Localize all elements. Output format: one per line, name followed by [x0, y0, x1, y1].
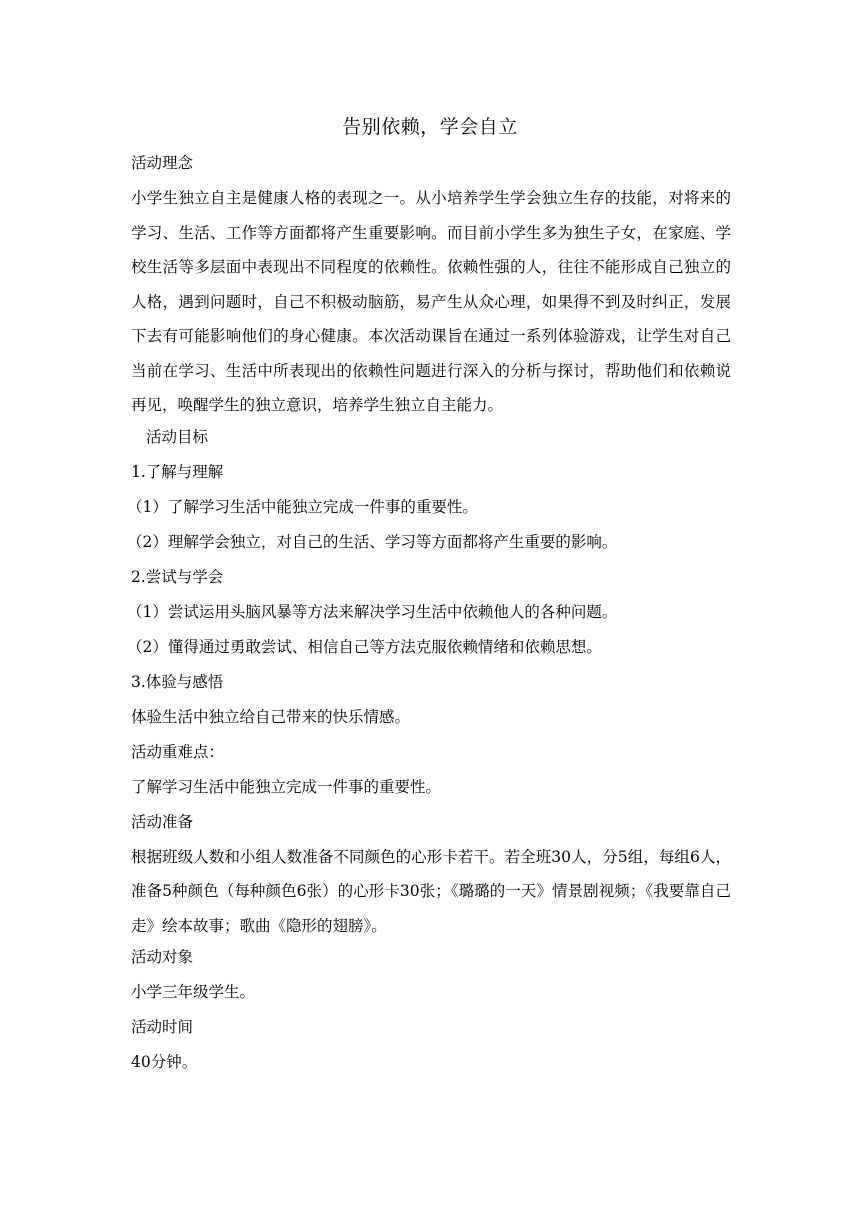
goal1-item1: （1）了解学习生活中能独立完成一件事的重要性。 — [127, 497, 478, 516]
goal1-heading: 1.了解与理解 — [131, 462, 224, 481]
time-heading: 活动时间 — [131, 1018, 194, 1036]
philosophy-paragraph: 小学生独立自主是健康人格的表现之一。从小培养学生学会独立生存的技能，对将来的学习、生活、工作等方面都将产生重要影响。而目前小学生多为独生子女，在家庭、学校生活等多层面中表现出不同程度的依赖性。依赖性强的人，往往不能形成自己独立的人格，遇到问题时，自己不积极动脑筋，易产生从众心理，如果得不到及时纠正，发展下去有可能影响他们的身心健康。本次活动课旨在通过一系列体验游戏，让学生对自己当前在学习、生活中所表现出的依赖性问题进行深入的分析与探讨，帮助他们和依赖说再见，唤醒学生的独立意识，培养学生独立自主能力。 — [131, 189, 731, 414]
philosophy-heading: 活动理念 — [131, 154, 194, 172]
prep-paragraph: 根据班级人数和小组人数准备不同颜色的心形卡若干。若全班30人，分5组，每组6人，准备5种颜色（每种颜色6张）的心形卡30张；《璐璐的一天》情景剧视频；《我要靠自己走》绘本故事；歌曲《隐形的翅膀》。 — [131, 847, 731, 935]
goals-heading: 活动目标 — [146, 427, 209, 446]
goal2-item2: （2）懂得通过勇敢尝试、相信自己等方法克服依赖情绪和依赖思想。 — [127, 637, 602, 656]
document-body — [127, 151, 731, 1085]
goal1-item2: （2）理解学会独立，对自己的生活、学习等方面都将产生重要的影响。 — [127, 532, 618, 551]
key-text: 了解学习生活中能独立完成一件事的重要性。 — [131, 777, 442, 796]
prep-heading: 活动准备 — [131, 812, 194, 831]
goal3-text: 体验生活中独立给自己带来的快乐情感。 — [131, 707, 411, 726]
target-heading: 活动对象 — [131, 948, 194, 966]
target-text: 小学三年级学生。 — [131, 983, 256, 1001]
goal2-heading: 2.尝试与学会 — [131, 567, 224, 586]
key-heading: 活动重难点： — [131, 742, 225, 761]
document-title: 告别依赖，学会自立 — [342, 116, 518, 138]
goal3-heading: 3.体验与感悟 — [131, 672, 224, 691]
goal2-item1: （1）尝试运用头脑风暴等方法来解决学习生活中依赖他人的各种问题。 — [127, 602, 618, 621]
time-text: 40分钟。 — [131, 1053, 198, 1071]
